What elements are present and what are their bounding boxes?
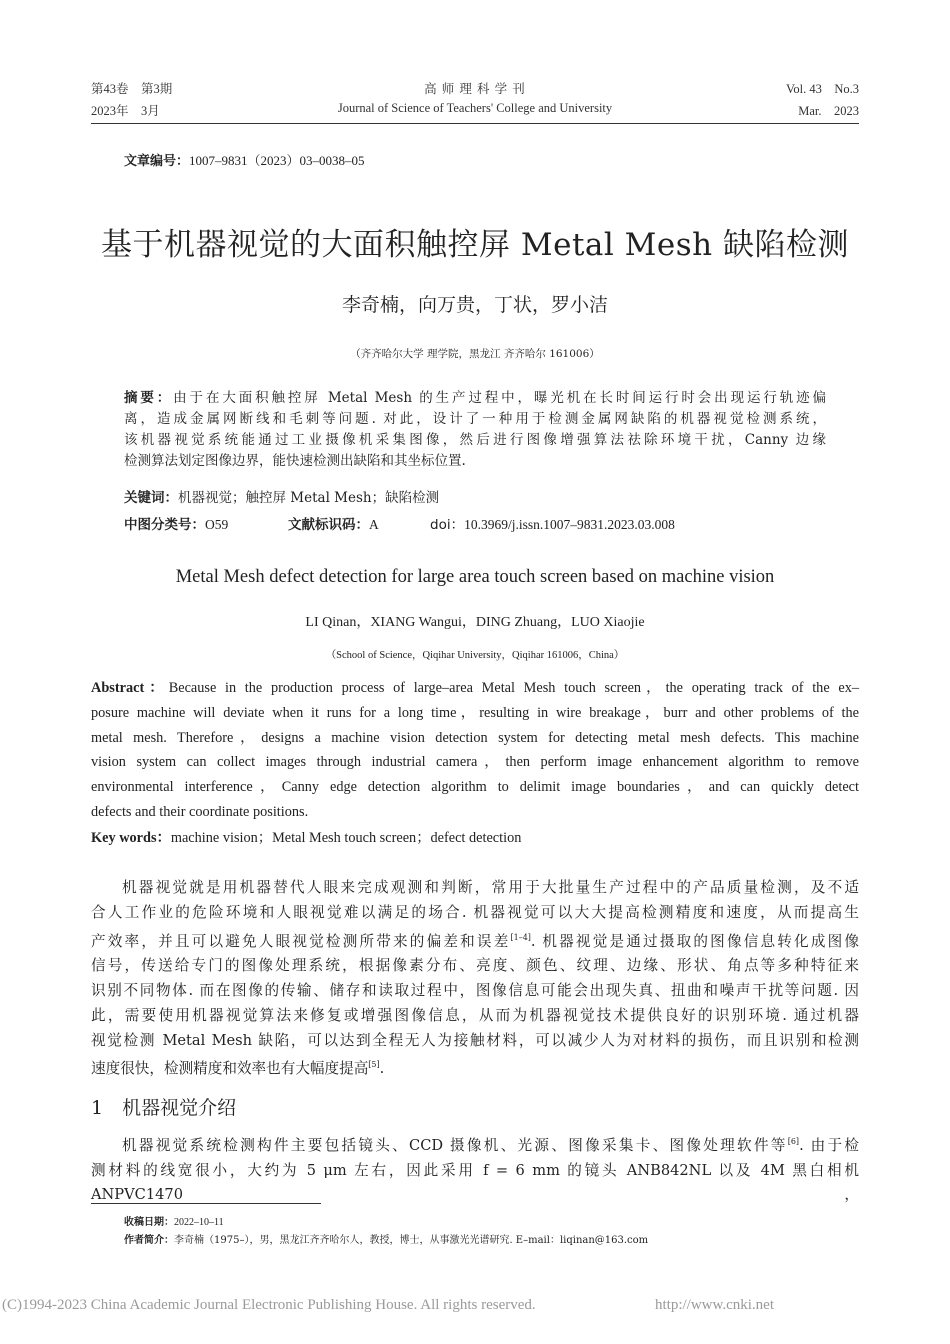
abstract-en-line: defects and their coordinate positions. [91, 803, 309, 820]
clc-value: O59 [205, 517, 229, 532]
footnote-received [124, 1213, 224, 1228]
body-line: 速度很快，检测精度和效率也有大幅度提高[5]. [91, 1060, 385, 1078]
abstract-en-line: Abstract：Because in the production process of large–area Metal Mesh touch screen，the operating track of the ex– [91, 680, 859, 696]
author-bio-value: 李奇楠（1975–），男，黑龙江齐齐哈尔人，教授，博士，从事激光光谱研究. E–mail：liqinan@163.com [174, 1235, 649, 1246]
body-line: 此，需要使用机器视觉算法来修复或增强图像信息，从而为机器视觉技术提供良好的识别环境. 通过机器 [91, 1006, 859, 1024]
citation-ref[interactable]: [1–4] [510, 932, 531, 942]
keywords-en [91, 826, 521, 851]
header-volume-cn: 第43卷 第3期 [91, 82, 173, 96]
clc-label: 中图分类号： [124, 517, 205, 533]
header-rule [91, 123, 859, 124]
body-line: 视觉检测 Metal Mesh 缺陷，可以达到全程无人为接触材料，可以减少人为对材料的损伤，而且识别和检测 [91, 1031, 859, 1049]
body-line: 合人工作业的危险环境和人眼视觉难以满足的场合. 机器视觉可以大大提高检测精度和速度，从而提高生 [91, 903, 859, 921]
copyright-watermark: (C)1994-2023 China Academic Journal Electronic Publishing House. All rights reserved. [2, 1297, 536, 1313]
title-en: Metal Mesh defect detection for large area touch screen based on machine vision [175, 567, 775, 587]
keywords-cn [124, 488, 439, 509]
doi [430, 514, 675, 536]
abstract-cn-line: 该机器视觉系统能通过工业摄像机采集图像，然后进行图像增强算法祛除环境干扰，Canny 边缘 [124, 432, 826, 448]
citation-ref[interactable]: [6] [787, 1137, 800, 1146]
keywords-cn-label: 关键词： [124, 490, 178, 506]
page-title: 基于机器视觉的大面积触控屏 Metal Mesh 缺陷检测 [101, 227, 849, 263]
header-date-en: Mar. 2023 [798, 104, 859, 118]
doc-code-label: 文献标识码： [288, 517, 369, 533]
article-number-value: 1007–9831（2023）03–0038–05 [189, 153, 365, 168]
doi-label: doi： [430, 517, 465, 533]
header-date-cn: 2023年 3月 [91, 104, 160, 118]
body-line: 信号，传送给专门的图像处理系统，根据像素分布、亮度、颜色、纹理、边缘、形状、角点等多种特征来 [91, 957, 859, 975]
authors-en: LI Qinan，XIANG Wangui，DING Zhuang，LUO Xiaojie [305, 615, 645, 630]
abstract-cn-line: 检测算法划定图像边界，能快速检测出缺陷和其坐标位置. [124, 453, 466, 469]
footnote-rule [91, 1203, 321, 1204]
section1-paragraph [91, 1130, 859, 1208]
abstract-en-line: metal mesh. Therefore，designs a machine vision detection system for detecting metal mesh defects. This machine [91, 729, 859, 746]
body-line: 机器视觉就是用机器替代人眼来完成观测和判断，常用于大批量生产过程中的产品质量检测，及不适 [122, 879, 859, 896]
keywords-en-label: Key words： [91, 830, 171, 846]
abstract-en [91, 676, 859, 825]
article-number [124, 150, 365, 169]
abstract-cn-line: 离，造成金属网断线和毛刺等问题. 对此，设计了一种用于检测金属网缺陷的机器视觉检测系统， [124, 411, 826, 427]
abstract-cn [124, 388, 826, 472]
citation-ref[interactable]: [5] [368, 1060, 380, 1070]
keywords-en-value: machine vision；Metal Mesh touch screen；defect detection [170, 830, 522, 846]
header-journal-cn: 高 师 理 科 学 刊 [424, 82, 526, 96]
doc-code-value: A [369, 517, 379, 532]
abstract-en-line: posure machine will deviate when it runs for a long time，resulting in wire breakage，burr and other problems of the [91, 704, 859, 721]
body-line: 识别不同物体. 而在图像的传输、储存和读取过程中，图像信息可能会出现失真、扭曲和噪声干扰等问题. 因 [91, 982, 859, 1000]
header-volume-en: Vol. 43 No.3 [785, 82, 859, 96]
body-line: 产效率，并且可以避免人眼视觉检测所带来的偏差和误差[1–4]. 机器视觉是通过摄取的图像信息转化成图像 [91, 932, 859, 950]
affiliation-en: （School of Science，Qiqihar University，Qiqihar 161006，China） [325, 650, 625, 661]
abstract-en-line: vision system can collect images through industrial camera，then perform image enhancement algorithm to remove [91, 754, 859, 771]
section-heading: 1 机器视觉介绍 [91, 1097, 237, 1119]
abstract-en-label: Abstract： [91, 680, 169, 696]
body-line: 机器视觉系统检测构件主要包括镜头、CCD 摄像机、光源、图像采集卡、图像处理软件等[6]. 由于检 [122, 1136, 859, 1154]
author-bio-label: 作者简介： [124, 1235, 174, 1246]
received-value: 2022–10–11 [174, 1217, 224, 1228]
footnote-author [124, 1231, 648, 1246]
header-journal-en: Journal of Science of Teachers' College and University [337, 101, 613, 115]
affiliation-cn: （齐齐哈尔大学 理学院，黑龙江 齐齐哈尔 161006） [350, 348, 600, 360]
abstract-cn-label: 摘要： [124, 390, 174, 406]
cnki-url[interactable]: http://www.cnki.net [655, 1297, 775, 1313]
abstract-en-line: environmental interference，Canny edge detection algorithm to delimit image boundaries，and can quickly detect [91, 779, 859, 796]
body-line: 测材料的线宽很小，大约为 5 μm 左右，因此采用 f = 6 mm 的镜头 ANB842NL 以及 4M 黑白相机 ANPVC1470， [91, 1161, 859, 1204]
abstract-cn-line: 摘要：由于在大面积触控屏 Metal Mesh 的生产过程中，曝光机在长时间运行时会出现运行轨迹偏 [124, 390, 827, 406]
doc-code [288, 514, 379, 536]
doi-value: 10.3969/j.issn.1007–9831.2023.03.008 [464, 517, 675, 532]
keywords-cn-value: 机器视觉；触控屏 Metal Mesh；缺陷检测 [178, 490, 440, 506]
received-label: 收稿日期： [124, 1217, 174, 1228]
classification-line [124, 514, 228, 536]
authors-cn: 李奇楠，向万贵，丁状，罗小洁 [341, 294, 608, 316]
intro-paragraph [91, 876, 859, 1082]
article-number-label: 文章编号： [124, 154, 190, 169]
